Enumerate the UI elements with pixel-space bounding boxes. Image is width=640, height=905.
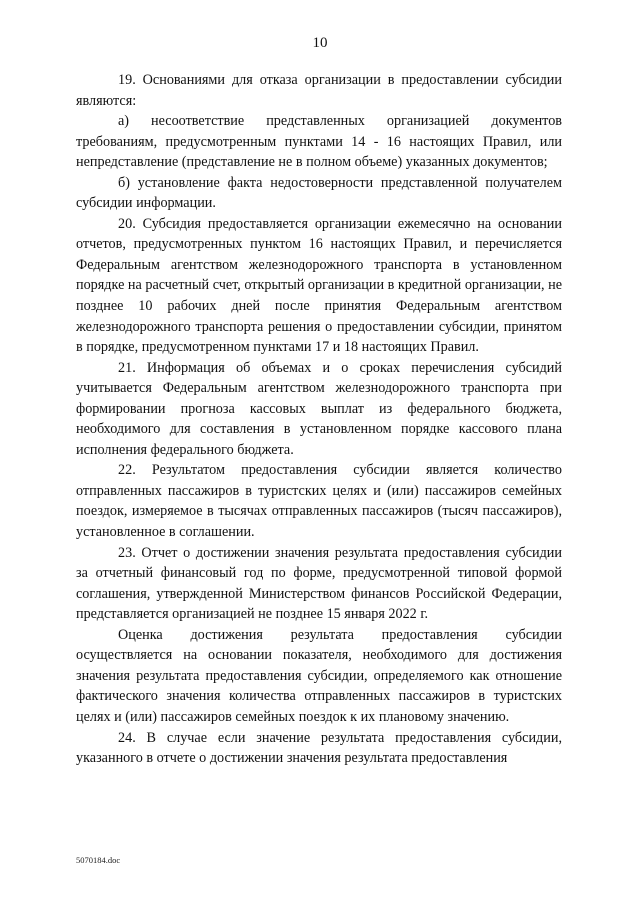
footer-file-code: 5070184.doc: [76, 855, 121, 865]
paragraph-19: 19. Основаниями для отказа организации в предоставлении субсидии являются:: [76, 72, 562, 109]
paragraph-21: 21. Информация об объемах и о сроках перечисления субсидий учитывается Федеральным агентством железнодорожного транспорта при формировании прогноза кассовых выплат из федерального бюджета, необходимого для составления в установленном порядке кассового плана исполнения федерального бюджета.: [76, 359, 562, 458]
paragraph-20: 20. Субсидия предоставляется организации ежемесячно на основании отчетов, предусмотренных пунктом 16 настоящих Правил, и перечисляется Федеральным агентством железнодорожного транспорта в установленном порядке на расчетный счет, открытый организации в кредитной организации, не позднее 10 рабочих дней после принятия Федеральным агентством железнодорожного транспорта решения о предоставлении субсидии, принятом в порядке, предусмотренном пунктами 17 и 18 настоящих Правил.: [76, 215, 562, 356]
paragraph-19-a: а) несоответствие представленных организацией документов требованиям, предусмотренным пунктами 14 - 16 настоящих Правил, или непредставление (представление не в полном объеме) указанных документов;: [76, 113, 562, 171]
paragraph-23: 23. Отчет о достижении значения результата предоставления субсидии за отчетный финансовый год по форме, предусмотренной типовой формой соглашения, утвержденной Министерством финансов Российской Федерации, представляется организацией не позднее 15 января 2022 г.: [76, 544, 562, 623]
paragraph-22: 22. Результатом предоставления субсидии является количество отправленных пассажиров в туристских целях и (или) пассажиров семейных поездок, измеряемое в тысячах отправленных пассажиров (тысяч пассажиров), установленное в соглашении.: [76, 462, 562, 541]
paragraph-24: 24. В случае если значение результата предоставления субсидии, указанного в отчете о достижении значения результата предоставления: [76, 729, 562, 767]
paragraph-23-evaluation: Оценка достижения результата предоставления субсидии осуществляется на основании показателя, необходимого для достижения значения результата предоставления субсидии, определяемого как отношение фактического значения количества отправленных пассажиров в туристских целях и (или) пассажиров семейных поездок к их плановому значению.: [76, 626, 562, 725]
page-number: 10: [312, 35, 328, 51]
paragraph-19-b: б) установление факта недостоверности представленной получателем субсидии информации.: [76, 174, 562, 212]
document-body: [76, 70, 562, 769]
